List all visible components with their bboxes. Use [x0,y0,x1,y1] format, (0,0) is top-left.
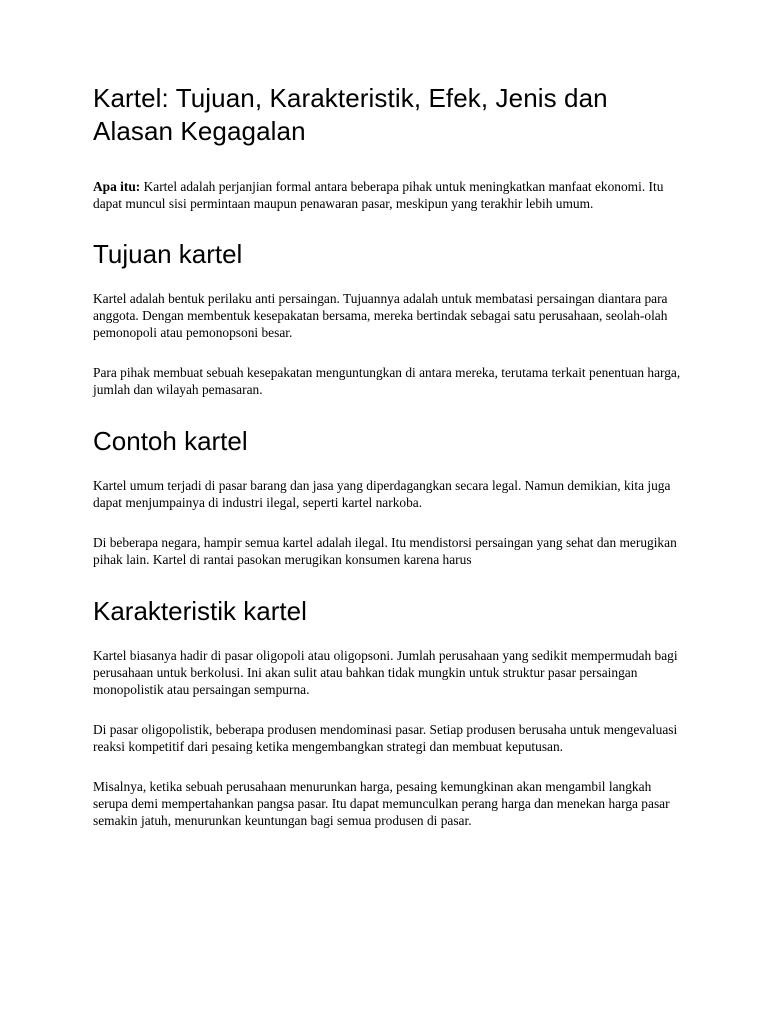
document-title: Kartel: Tujuan, Karakteristik, Efek, Jenis dan Alasan Kegagalan [93,83,608,146]
section-heading: Contoh kartel [93,426,248,456]
section-heading: Tujuan kartel [93,239,243,269]
section-paragraph: Kartel adalah bentuk perilaku anti persaingan. Tujuannya adalah untuk membatasi persaingan diantara para anggota. Dengan membentuk kesepakatan bersama, mereka bertindak sebagai satu perusahaan, seolah-olah pemonopoli atau pemonopsoni besar. [93,291,668,340]
section-paragraph: Para pihak membuat sebuah kesepakatan menguntungkan di antara mereka, terutama terkait penentuan harga, jumlah dan wilayah pemasaran. [93,365,681,397]
section-paragraph: Misalnya, ketika sebuah perusahaan menurunkan harga, pesaing kemungkinan akan mengambil langkah serupa demi mempertahankan pangsa pasar. Itu dapat memunculkan perang harga dan menekan harga pasar semakin jatuh, menurunkan keuntungan bagi semua produsen di pasar. [93,779,670,828]
section-paragraph: Di pasar oligopolistik, beberapa produsen mendominasi pasar. Setiap produsen berusaha untuk mengevaluasi reaksi kompetitif dari pesaing ketika mengembangkan strategi dan membuat keputusan. [93,722,678,754]
section-paragraph: Kartel umum terjadi di pasar barang dan jasa yang diperdagangkan secara legal. Namun demikian, kita juga dapat menjumpainya di industri ilegal, seperti kartel narkoba. [93,478,671,510]
section-paragraph: Kartel biasanya hadir di pasar oligopoli atau oligopsoni. Jumlah perusahaan yang sedikit mempermudah bagi perusahaan untuk berkolusi. Ini akan sulit atau bahkan tidak mungkin untuk struktur pasar persaingan monopolistik atau persaingan sempurna. [93,648,678,697]
intro-label: Apa itu: [93,179,141,194]
section-contoh-kartel [93,425,683,568]
section-heading: Karakteristik kartel [93,596,307,626]
section-karakteristik-kartel [93,595,683,829]
intro-paragraph [93,178,683,212]
intro-text: Kartel adalah perjanjian formal antara beberapa pihak untuk meningkatkan manfaat ekonomi. Itu dapat muncul sisi permintaan maupun penawaran pasar, meskipun yang terakhir lebih umum. [93,179,664,211]
section-tujuan-kartel [93,238,683,398]
section-paragraph: Di beberapa negara, hampir semua kartel adalah ilegal. Itu mendistorsi persaingan yang sehat dan merugikan pihak lain. Kartel di rantai pasokan merugikan konsumen karena harus [93,535,677,567]
document-page [93,82,683,852]
